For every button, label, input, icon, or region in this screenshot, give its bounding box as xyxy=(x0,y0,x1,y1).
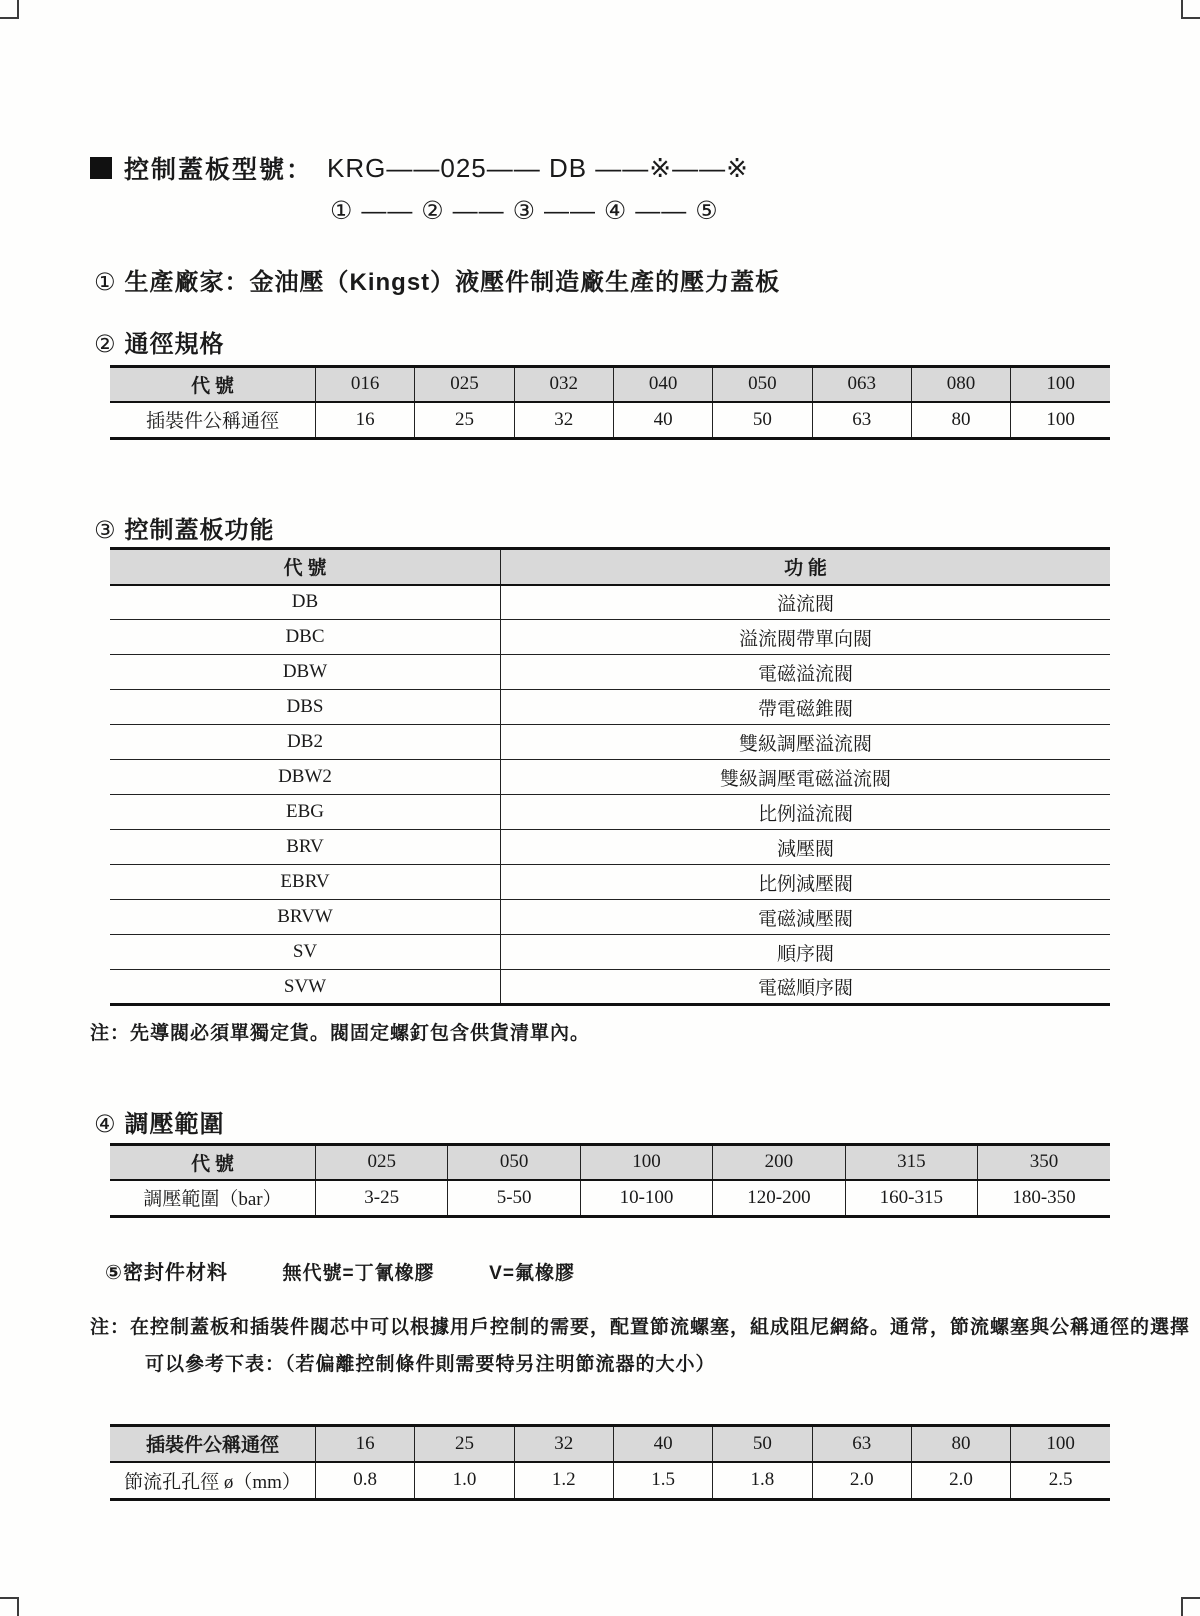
table-header-row xyxy=(110,367,1110,402)
table-header-cell: 插裝件公稱通徑 xyxy=(110,1426,316,1462)
table-cell: DBW2 xyxy=(110,760,501,795)
table-header-cell: 100 xyxy=(580,1145,712,1180)
section-3-heading xyxy=(94,510,275,545)
table-header-cell: 100 xyxy=(1011,1426,1110,1462)
table-cell: 120-200 xyxy=(713,1180,845,1217)
table-header-cell: 40 xyxy=(613,1426,712,1462)
crop-mark-top-right-icon xyxy=(1181,0,1200,19)
section-1-manufacturer-line xyxy=(94,262,780,297)
table-cell: 50 xyxy=(713,402,812,439)
table-cell: 比例溢流閥 xyxy=(501,795,1111,830)
table-header-cell: 功 能 xyxy=(501,549,1111,585)
table-row xyxy=(110,690,1110,725)
table-header-row xyxy=(110,1426,1110,1462)
table-cell: 63 xyxy=(812,402,911,439)
model-code-title-row xyxy=(90,150,749,186)
table-header-cell: 代 號 xyxy=(110,549,501,585)
table-cell: 節流孔孔徑 ø（mm） xyxy=(110,1462,316,1500)
table-cell: 40 xyxy=(613,402,712,439)
table-cell: 調壓範圍（bar） xyxy=(110,1180,316,1217)
section-3-title: 控制蓋板功能 xyxy=(124,517,275,544)
table-row xyxy=(110,900,1110,935)
orifice-note-line-1: 注：在控制蓋板和插裝件閥芯中可以根據用戶控制的需要，配置節流螺塞，組成阻尼網絡。通常，節流螺塞與公稱通徑的選擇 xyxy=(90,1317,1191,1338)
table-cell: DBW xyxy=(110,655,501,690)
section-5-seal-material-line xyxy=(105,1256,575,1285)
table-cell: SV xyxy=(110,935,501,970)
table-cell: 順序閥 xyxy=(501,935,1111,970)
table-header-row xyxy=(110,1145,1110,1180)
table-cell: 電磁減壓閥 xyxy=(501,900,1111,935)
table-cell: 16 xyxy=(316,402,415,439)
table-header-cell: 025 xyxy=(316,1145,448,1180)
table-cell: 雙級調壓溢流閥 xyxy=(501,725,1111,760)
table-cell: 比例減壓閥 xyxy=(501,865,1111,900)
table-header-cell: 050 xyxy=(448,1145,580,1180)
table-cell: DBC xyxy=(110,620,501,655)
table-cell: 溢流閥 xyxy=(501,585,1111,620)
table-header-cell: 016 xyxy=(316,367,415,402)
table-row xyxy=(110,620,1110,655)
table-cell: BRV xyxy=(110,830,501,865)
table-header-cell: 32 xyxy=(514,1426,613,1462)
table-cell: 插裝件公稱通徑 xyxy=(110,402,316,439)
table-row xyxy=(110,795,1110,830)
nominal-diameter-spec-table xyxy=(110,365,1110,440)
table-cell: 1.8 xyxy=(713,1462,812,1500)
black-square-bullet-icon xyxy=(90,157,112,179)
table-cell: DB xyxy=(110,585,501,620)
table-header-cell: 25 xyxy=(415,1426,514,1462)
table-row xyxy=(110,970,1110,1005)
table-cell: 雙級調壓電磁溢流閥 xyxy=(501,760,1111,795)
table-cell: EBG xyxy=(110,795,501,830)
cover-plate-function-table xyxy=(110,547,1110,1006)
table-header-cell: 代 號 xyxy=(110,367,316,402)
table-cell: 電磁溢流閥 xyxy=(501,655,1111,690)
table-cell: 5-50 xyxy=(448,1180,580,1217)
pressure-range-table xyxy=(110,1143,1110,1218)
section-4-heading xyxy=(94,1104,225,1139)
table-cell: BRVW xyxy=(110,900,501,935)
model-code-value: KRG——025—— DB ——※——※ xyxy=(327,152,749,183)
table-cell: 2.0 xyxy=(812,1462,911,1500)
table-row xyxy=(110,585,1110,620)
table-header-cell: 050 xyxy=(713,367,812,402)
table-cell: 180-350 xyxy=(978,1180,1110,1217)
table-row xyxy=(110,865,1110,900)
table-header-cell: 50 xyxy=(713,1426,812,1462)
table-row xyxy=(110,1462,1110,1500)
seal-material-option-v: V=氟橡膠 xyxy=(489,1263,575,1284)
crop-mark-top-left-icon xyxy=(0,0,19,19)
table-row xyxy=(110,760,1110,795)
table-header-cell: 16 xyxy=(316,1426,415,1462)
table-row xyxy=(110,1180,1110,1217)
table-cell: 25 xyxy=(415,402,514,439)
model-code-label: 控制蓋板型號： xyxy=(124,156,314,184)
table-header-cell: 063 xyxy=(812,367,911,402)
table-row xyxy=(110,830,1110,865)
model-code-position-markers: ① —— ② —— ③ —— ④ —— ⑤ xyxy=(330,197,719,225)
section-4-title: 調壓範圍 xyxy=(124,1111,225,1138)
table-cell: 減壓閥 xyxy=(501,830,1111,865)
section-5-title: 密封件材料 xyxy=(122,1262,228,1284)
section-5-marker: ⑤ xyxy=(105,1262,123,1284)
table-cell: 10-100 xyxy=(580,1180,712,1217)
table-header-cell: 315 xyxy=(845,1145,977,1180)
table-cell: SVW xyxy=(110,970,501,1005)
table-cell: DBS xyxy=(110,690,501,725)
table-cell: 電磁順序閥 xyxy=(501,970,1111,1005)
table-cell: 160-315 xyxy=(845,1180,977,1217)
table-cell: 3-25 xyxy=(316,1180,448,1217)
crop-mark-bottom-right-icon xyxy=(1181,1597,1200,1616)
table-header-cell: 63 xyxy=(812,1426,911,1462)
pilot-valve-note: 注：先導閥必須單獨定貨。閥固定螺釘包含供貨清單內。 xyxy=(90,1023,591,1044)
table-cell: 帶電磁錐閥 xyxy=(501,690,1111,725)
table-header-cell: 040 xyxy=(613,367,712,402)
crop-mark-bottom-left-icon xyxy=(0,1597,19,1616)
section-2-title: 通徑規格 xyxy=(124,331,225,358)
table-header-cell: 350 xyxy=(978,1145,1110,1180)
section-2-marker: ② xyxy=(94,331,117,358)
table-cell: 1.2 xyxy=(514,1462,613,1500)
table-cell: 80 xyxy=(911,402,1010,439)
section-4-marker: ④ xyxy=(94,1111,117,1138)
table-cell: 1.0 xyxy=(415,1462,514,1500)
table-cell: 1.5 xyxy=(613,1462,712,1500)
table-header-cell: 025 xyxy=(415,367,514,402)
section-2-heading xyxy=(94,324,225,359)
section-1-text: 生產廠家：金油壓（Kingst）液壓件制造廠生產的壓力蓋板 xyxy=(124,269,781,296)
table-header-row xyxy=(110,549,1110,585)
table-row xyxy=(110,725,1110,760)
table-cell: 溢流閥帶單向閥 xyxy=(501,620,1111,655)
table-cell: 100 xyxy=(1011,402,1110,439)
table-header-cell: 100 xyxy=(1011,367,1110,402)
table-cell: 0.8 xyxy=(316,1462,415,1500)
table-cell: DB2 xyxy=(110,725,501,760)
table-row xyxy=(110,935,1110,970)
seal-material-option-default: 無代號=丁氰橡膠 xyxy=(282,1263,435,1284)
table-header-cell: 080 xyxy=(911,367,1010,402)
orifice-note-line-2: 可以參考下表：（若偏離控制條件則需要特另注明節流器的大小） xyxy=(145,1354,716,1375)
table-header-cell: 032 xyxy=(514,367,613,402)
table-row xyxy=(110,402,1110,439)
table-header-cell: 80 xyxy=(911,1426,1010,1462)
table-cell: EBRV xyxy=(110,865,501,900)
table-header-cell: 200 xyxy=(713,1145,845,1180)
section-1-marker: ① xyxy=(94,269,117,296)
table-cell: 2.5 xyxy=(1011,1462,1110,1500)
orifice-diameter-table xyxy=(110,1424,1110,1501)
table-row xyxy=(110,655,1110,690)
table-header-cell: 代 號 xyxy=(110,1145,316,1180)
table-cell: 2.0 xyxy=(911,1462,1010,1500)
section-3-marker: ③ xyxy=(94,517,117,544)
table-cell: 32 xyxy=(514,402,613,439)
